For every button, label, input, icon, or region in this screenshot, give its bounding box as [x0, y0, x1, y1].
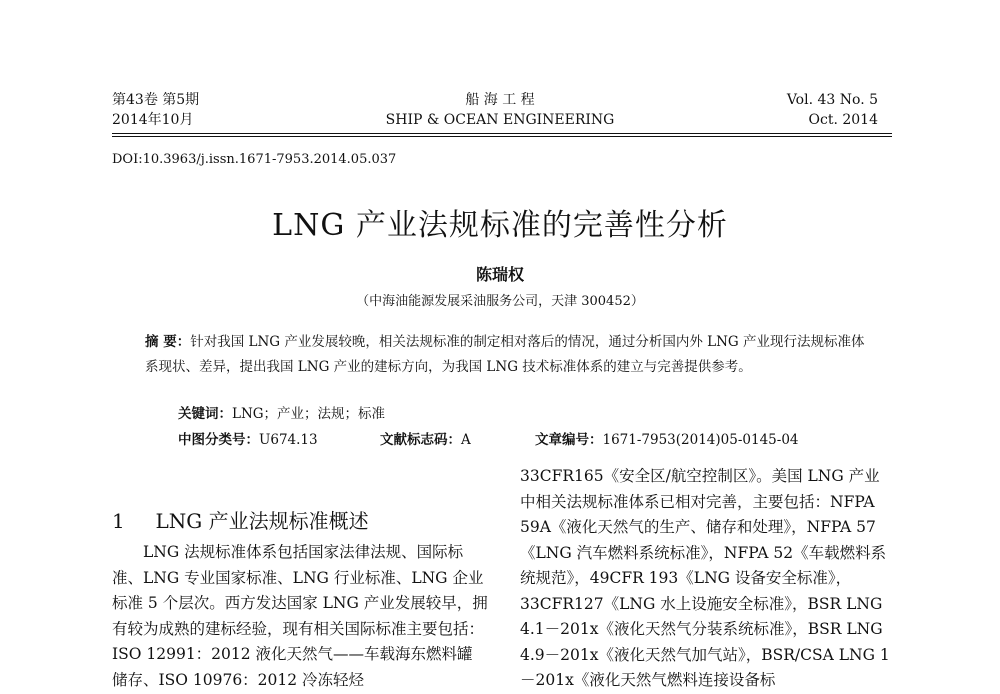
journal-name [370, 90, 630, 130]
clc-label: 中图分类号： [178, 432, 259, 448]
doc-code-label: 文献标志码： [380, 432, 461, 448]
abstract-label: 摘 要： [145, 334, 191, 350]
left-column-paragraph: LNG 法规标准体系包括国家法律法规、国际标准、LNG 专业国家标准、LNG 行业标准、LNG 企业标准 5 个层次。西方发达国家 LNG 产业发展较早，拥有较为成熟的建标经验，现有相关国际标准主要包括：ISO 12991：2012 液化天然气——车载海东燃料罐储存、ISO 10976：2012 冷冻轻烃 [112, 543, 488, 689]
header-rule [112, 133, 892, 134]
journal-volume-issue: 第43卷 第5期 [112, 92, 200, 108]
journal-name-cn: 船 海 工 程 [465, 92, 535, 108]
abstract [145, 330, 875, 380]
document-code [380, 428, 471, 448]
doi: DOI:10.3963/j.issn.1671-7953.2014.05.037 [112, 152, 397, 167]
journal-name-en: SHIP & OCEAN ENGINEERING [385, 112, 615, 128]
journal-volume-en: Vol. 43 No. 5 [786, 92, 878, 108]
author: 陈瑞权 [475, 265, 524, 284]
affiliation: （中海油能源发展采油服务公司，天津 300452） [356, 294, 644, 309]
section-title: LNG 产业法规标准概述 [155, 509, 369, 533]
keywords-text: LNG；产业；法规；标准 [232, 406, 386, 422]
header-rule-secondary [112, 136, 892, 137]
journal-date: 2014年10月 [112, 112, 194, 128]
article-no-label: 文章编号： [535, 432, 603, 448]
journal-date-en: Oct. 2014 [808, 112, 878, 128]
journal-issue [112, 90, 199, 130]
clc-value: U674.13 [259, 432, 318, 448]
section-number: 1 [112, 509, 125, 533]
doc-code-value: A [461, 432, 471, 448]
article-no-value: 1671-7953(2014)05-0145-04 [602, 432, 799, 448]
article-number [535, 428, 799, 448]
section-heading [112, 505, 369, 534]
paper-title: LNG 产业法规标准的完善性分析 [272, 208, 728, 243]
keywords [178, 402, 385, 422]
clc-number [178, 428, 318, 448]
abstract-text: 针对我国 LNG 产业发展较晚，相关法规标准的制定相对落后的情况，通过分析国内外 LNG 产业现行法规标准体系现状、差异，提出我国 LNG 产业的建标方向，为我国 LNG 技术标准体系的建立与完善提供参考。 [145, 334, 865, 375]
journal-issue-en [787, 90, 878, 130]
right-column-paragraph: 33CFR165《安全区/航空控制区》。美国 LNG 产业中相关法规标准体系已相对完善，主要包括：NFPA 59A《液化天然气的生产、储存和处理》，NFPA 57《LNG 汽车燃料系统标准》，NFPA 52《车载燃料系统规范》，49CFR 193《LNG 设备安全标准》，33CFR127《LNG 水上设施安全标准》，BSR LNG 4.1－201x《液化天然气分装系统标准》，BSR LNG 4.9－201x《液化天然气加气站》，BSR/CSA LNG 1－201x《液化天然气燃料连接设备标 [520, 467, 890, 689]
keywords-label: 关键词： [178, 406, 232, 422]
